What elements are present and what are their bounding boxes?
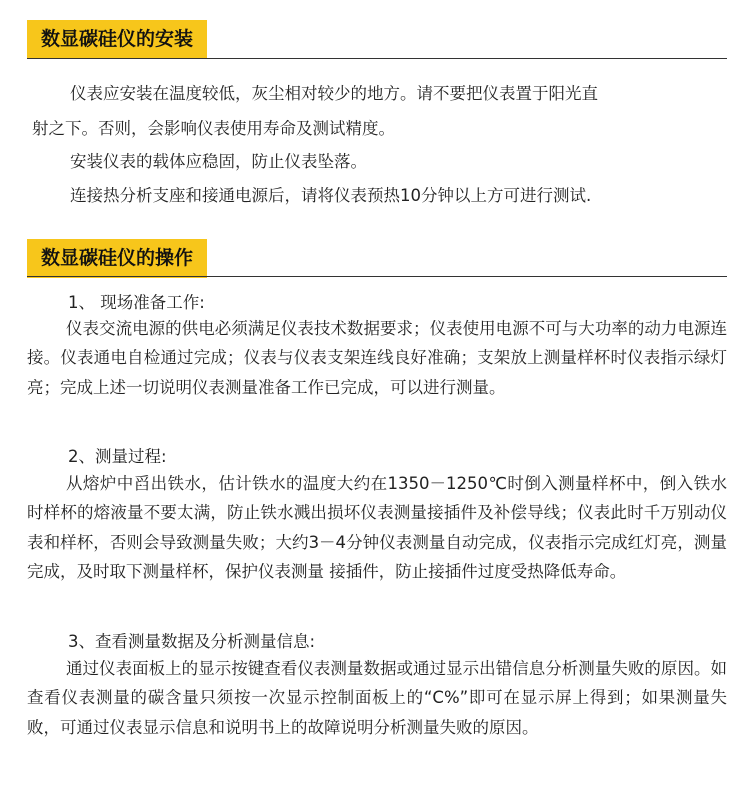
step-3-heading: 3、查看测量数据及分析测量信息: bbox=[68, 632, 316, 651]
install-paragraph-1-line-2: 射之下。否则，会影响仪表使用寿命及测试精度。 bbox=[32, 119, 395, 138]
install-paragraph-1-line-1: 仪表应安装在温度较低，灰尘相对较少的地方。请不要把仪表置于阳光直 bbox=[70, 84, 598, 103]
section-divider bbox=[27, 276, 727, 277]
section-title-operation: 数显碳硅仪的操作 bbox=[27, 239, 207, 278]
install-paragraph-2: 安装仪表的载体应稳固，防止仪表坠落。 bbox=[70, 152, 367, 171]
step-1-heading: 1、 现场准备工作: bbox=[68, 293, 205, 312]
install-paragraph-3: 连接热分析支座和接通电源后，请将仪表预热10分钟以上方可进行测试. bbox=[70, 186, 592, 205]
step-1-body: 仪表交流电源的供电必须满足仪表技术数据要求；仪表使用电源不可与大功率的动力电源连接。仪表通电自检通过完成；仪表与仪表支架连线良好准确；支架放上测量样杯时仪表指示绿灯亮；完成上述一切说明仪表测量准备工作已完成，可以进行测量。 bbox=[27, 319, 727, 397]
section-divider bbox=[27, 58, 727, 59]
step-3-body: 通过仪表面板上的显示按键查看仪表测量数据或通过显示出错信息分析测量失败的原因。如查看仪表测量的碳含量只须按一次显示控制面板上的“C%”即可在显示屏上得到；如果测量失败，可通过仪表显示信息和说明书上的故障说明分析测量失败的原因。 bbox=[27, 659, 727, 737]
step-2-heading: 2、测量过程: bbox=[68, 447, 167, 466]
section-title-installation: 数显碳硅仪的安装 bbox=[27, 20, 207, 59]
step-2-body: 从熔炉中舀出铁水，估计铁水的温度大约在1350－1250℃时倒入测量样杯中，倒入铁水时样杯的熔液量不要太满，防止铁水溅出损坏仪表测量接插件及补偿导线；仪表此时千万别动仪表和样杯，否则会导致测量失败；大约3－4分钟仪表测量自动完成，仪表指示完成红灯亮，测量完成，及时取下测量样杯，保护仪表测量 接插件，防止接插件过度受热降低寿命。 bbox=[27, 474, 727, 582]
